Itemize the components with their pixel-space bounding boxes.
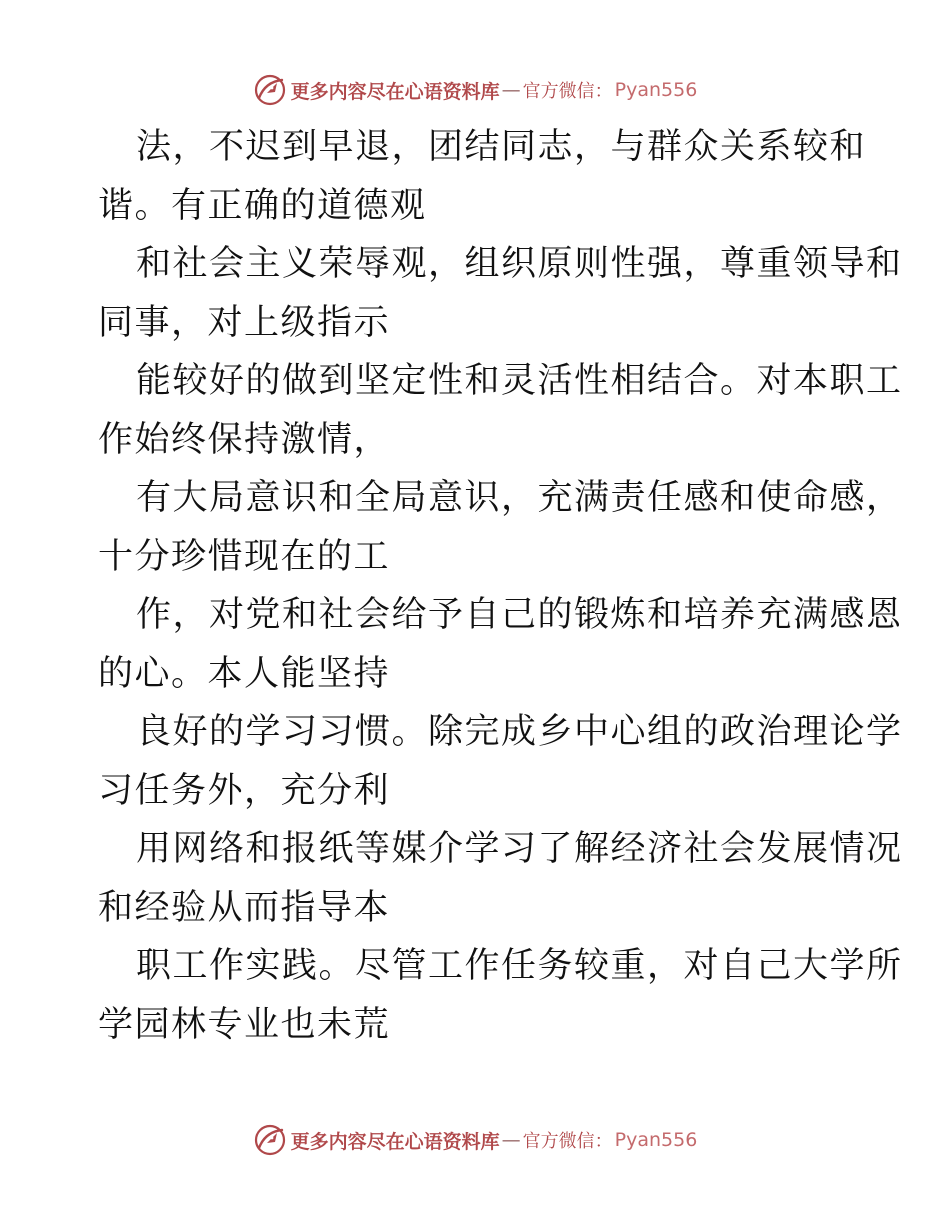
text-line: 谐。有正确的道德观 [98, 185, 427, 226]
banner-separator: — [501, 79, 521, 101]
paragraph [98, 937, 903, 1054]
paragraph [98, 820, 903, 937]
text-line: 有大局意识和全局意识，充满责任感和使命感， [136, 478, 903, 518]
text-line: 良好的学习习惯。除完成乡中心组的政治理论学 [136, 712, 903, 752]
banner-wechat-label: 官方微信： [522, 81, 613, 102]
text-line: 和社会主义荣辱观，组织原则性强，尊重领导和 [136, 244, 903, 284]
text-line: 十分珍惜现在的工 [98, 536, 391, 577]
paragraph [98, 469, 903, 586]
text-line: 学园林专业也未荒 [98, 1004, 391, 1045]
header-banner [0, 70, 950, 110]
banner-main-text: 更多内容尽在心语资料库 [290, 1130, 500, 1153]
banner-wechat-id: Pyan556 [614, 79, 698, 101]
pen-nib-logo-icon [253, 1123, 287, 1157]
text-line: 作始终保持激情， [98, 419, 391, 460]
text-line: 作，对党和社会给予自己的锻炼和培养充满感恩 [136, 595, 903, 635]
text-line: 习任务外，充分利 [98, 770, 391, 811]
text-line: 和经验从而指导本 [98, 887, 391, 928]
banner-wechat-id: Pyan556 [614, 1129, 698, 1151]
text-line: 能较好的做到坚定性和灵活性相结合。对本职工 [136, 361, 903, 401]
banner-separator: — [501, 1129, 521, 1151]
paragraph [98, 703, 903, 820]
text-line: 用网络和报纸等媒介学习了解经济社会发展情况 [136, 829, 903, 869]
document-body [98, 118, 903, 1054]
pen-nib-logo-icon [253, 73, 287, 107]
paragraph [98, 352, 903, 469]
paragraph [98, 118, 878, 235]
text-line: 法，不迟到早退，团结同志，与群众关系较和 [136, 127, 867, 167]
footer-banner [0, 1120, 950, 1160]
text-line: 的心。本人能坚持 [98, 653, 391, 694]
text-line: 同事，对上级指示 [98, 302, 391, 343]
paragraph [98, 235, 903, 352]
banner-wechat-label: 官方微信： [522, 1131, 613, 1152]
banner-main-text: 更多内容尽在心语资料库 [290, 80, 500, 103]
text-line: 职工作实践。尽管工作任务较重，对自己大学所 [136, 946, 903, 986]
paragraph [98, 586, 903, 703]
